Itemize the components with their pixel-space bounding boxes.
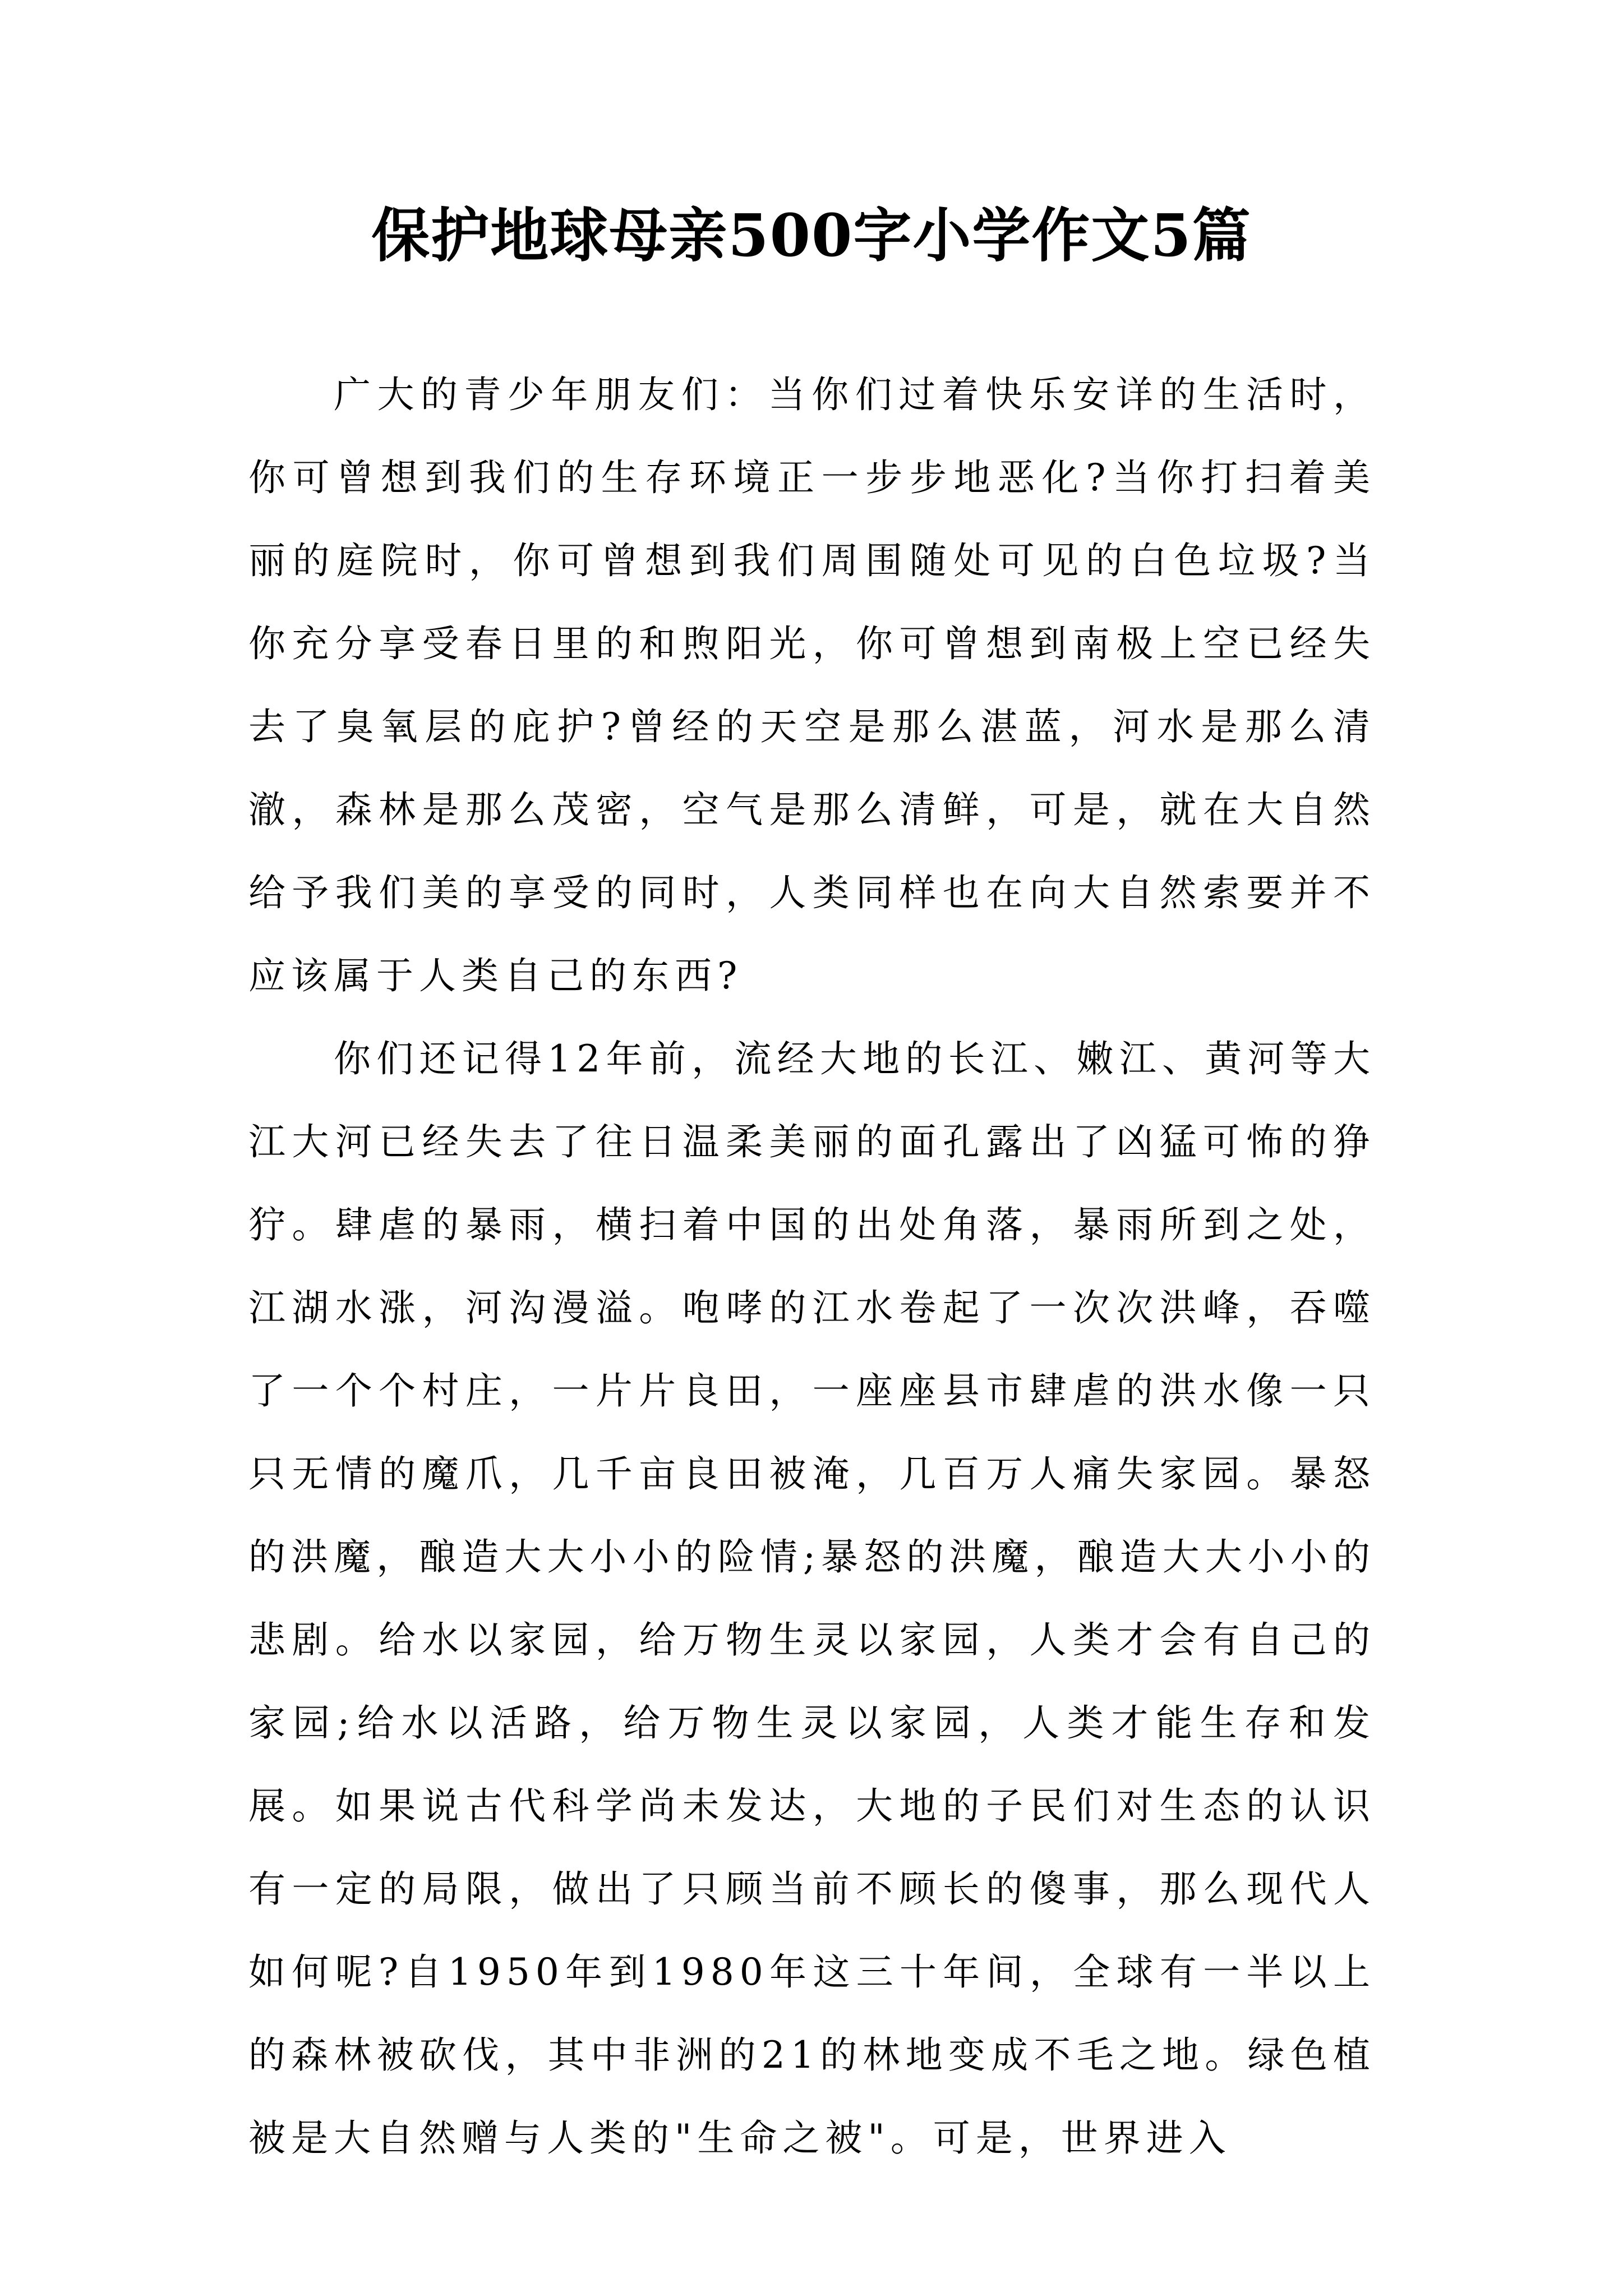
paragraph-2: 你们还记得12年前，流经大地的长江、嫩江、黄河等大江大河已经失去了往日温柔美丽的面孔露出了凶猛可怖的狰狞。肆虐的暴雨，横扫着中国的出处角落，暴雨所到之处，江湖水涨，河沟漫溢。咆哮的江水卷起了一次次洪峰，吞噬了一个个村庄，一片片良田，一座座县市肆虐的洪水像一只只无情的魔爪，几千亩良田被淹，几百万人痛失家园。暴怒的洪魔，酿造大大小小的险情;暴怒的洪魔，酿造大大小小的悲剧。给水以家园，给万物生灵以家园，人类才会有自己的家园;给水以活路，给万物生灵以家园，人类才能生存和发展。如果说古代科学尚未发达，大地的子民们对生态的认识有一定的局限，做出了只顾当前不顾长的傻事，那么现代人如何呢?自1950年到1980年这三十年间，全球有一半以上的森林被砍伐，其中非洲的21的林地变成不毛之地。绿色植被是大自然赠与人类的"生命之被"。可是，世界进入 [248, 1037, 1376, 2160]
page-title: 保护地球母亲500字小学作文5篇 [371, 201, 1252, 270]
paragraph-1: 广大的青少年朋友们：当你们过着快乐安详的生活时，你可曾想到我们的生存环境正一步步地恶化?当你打扫着美丽的庭院时，你可曾想到我们周围随处可见的白色垃圾?当你充分享受春日里的和煦阳光，你可曾想到南极上空已经失去了臭氧层的庇护?曾经的天空是那么湛蓝，河水是那么清澈，森林是那么茂密，空气是那么清鲜，可是，就在大自然给予我们美的享受的同时，人类同样也在向大自然索要并不应该属于人类自己的东西? [248, 373, 1376, 997]
article-body [248, 353, 1376, 2180]
